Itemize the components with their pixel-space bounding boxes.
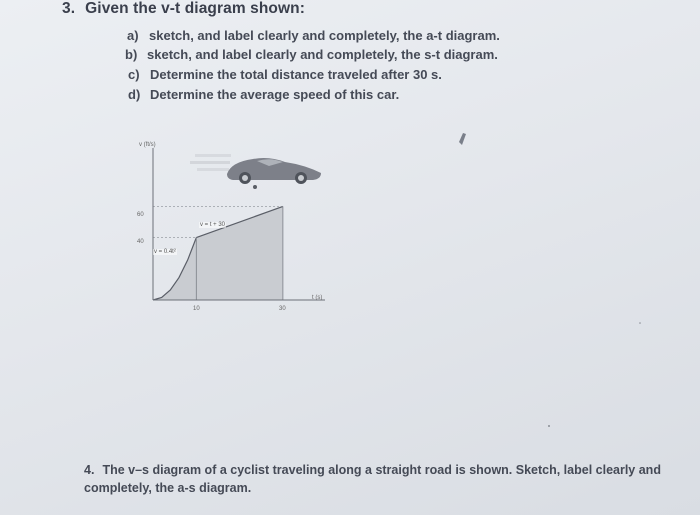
speck: [637, 320, 643, 326]
item-d-text: Determine the average speed of this car.: [150, 87, 400, 102]
question-4-text: The v–s diagram of a cyclist traveling along a straight road is shown. Sketch, label clearly and completely, the a-s diagram.: [84, 463, 661, 495]
item-c-label: c): [128, 67, 140, 82]
x-axis-label: t (s): [312, 295, 323, 301]
y-axis-label: v (ft/s): [139, 142, 156, 148]
item-b-label: b): [125, 47, 138, 62]
segment-1-label: v = 0.4t²: [154, 249, 176, 255]
item-a: [127, 28, 500, 43]
item-c: [128, 67, 442, 82]
item-c-text: Determine the total distance traveled after 30 s.: [150, 67, 442, 82]
question-4: [84, 461, 684, 497]
pen-mark: [457, 132, 467, 146]
x-tick-10: 10: [193, 306, 200, 312]
x-tick-30: 30: [279, 306, 286, 312]
item-b-text: sketch, and label clearly and completely, the s-t diagram.: [147, 47, 498, 62]
item-d: [128, 87, 399, 102]
question-4-number: 4.: [84, 463, 95, 477]
segment-2-label: v = t + 30: [200, 222, 226, 228]
item-a-label: a): [127, 28, 139, 43]
item-d-label: d): [128, 87, 141, 102]
question-3-prompt: [62, 0, 305, 18]
item-a-text: sketch, and label clearly and completely, the a-t diagram.: [149, 28, 500, 43]
y-tick-60: 60: [137, 212, 144, 218]
car-illustration: [190, 154, 321, 189]
question-3-number: 3.: [62, 0, 76, 17]
speck: [546, 423, 552, 429]
vt-diagram: [135, 140, 345, 325]
item-b: [125, 47, 498, 62]
y-tick-40: 40: [137, 239, 144, 245]
question-3-text: Given the v-t diagram shown:: [85, 0, 305, 17]
